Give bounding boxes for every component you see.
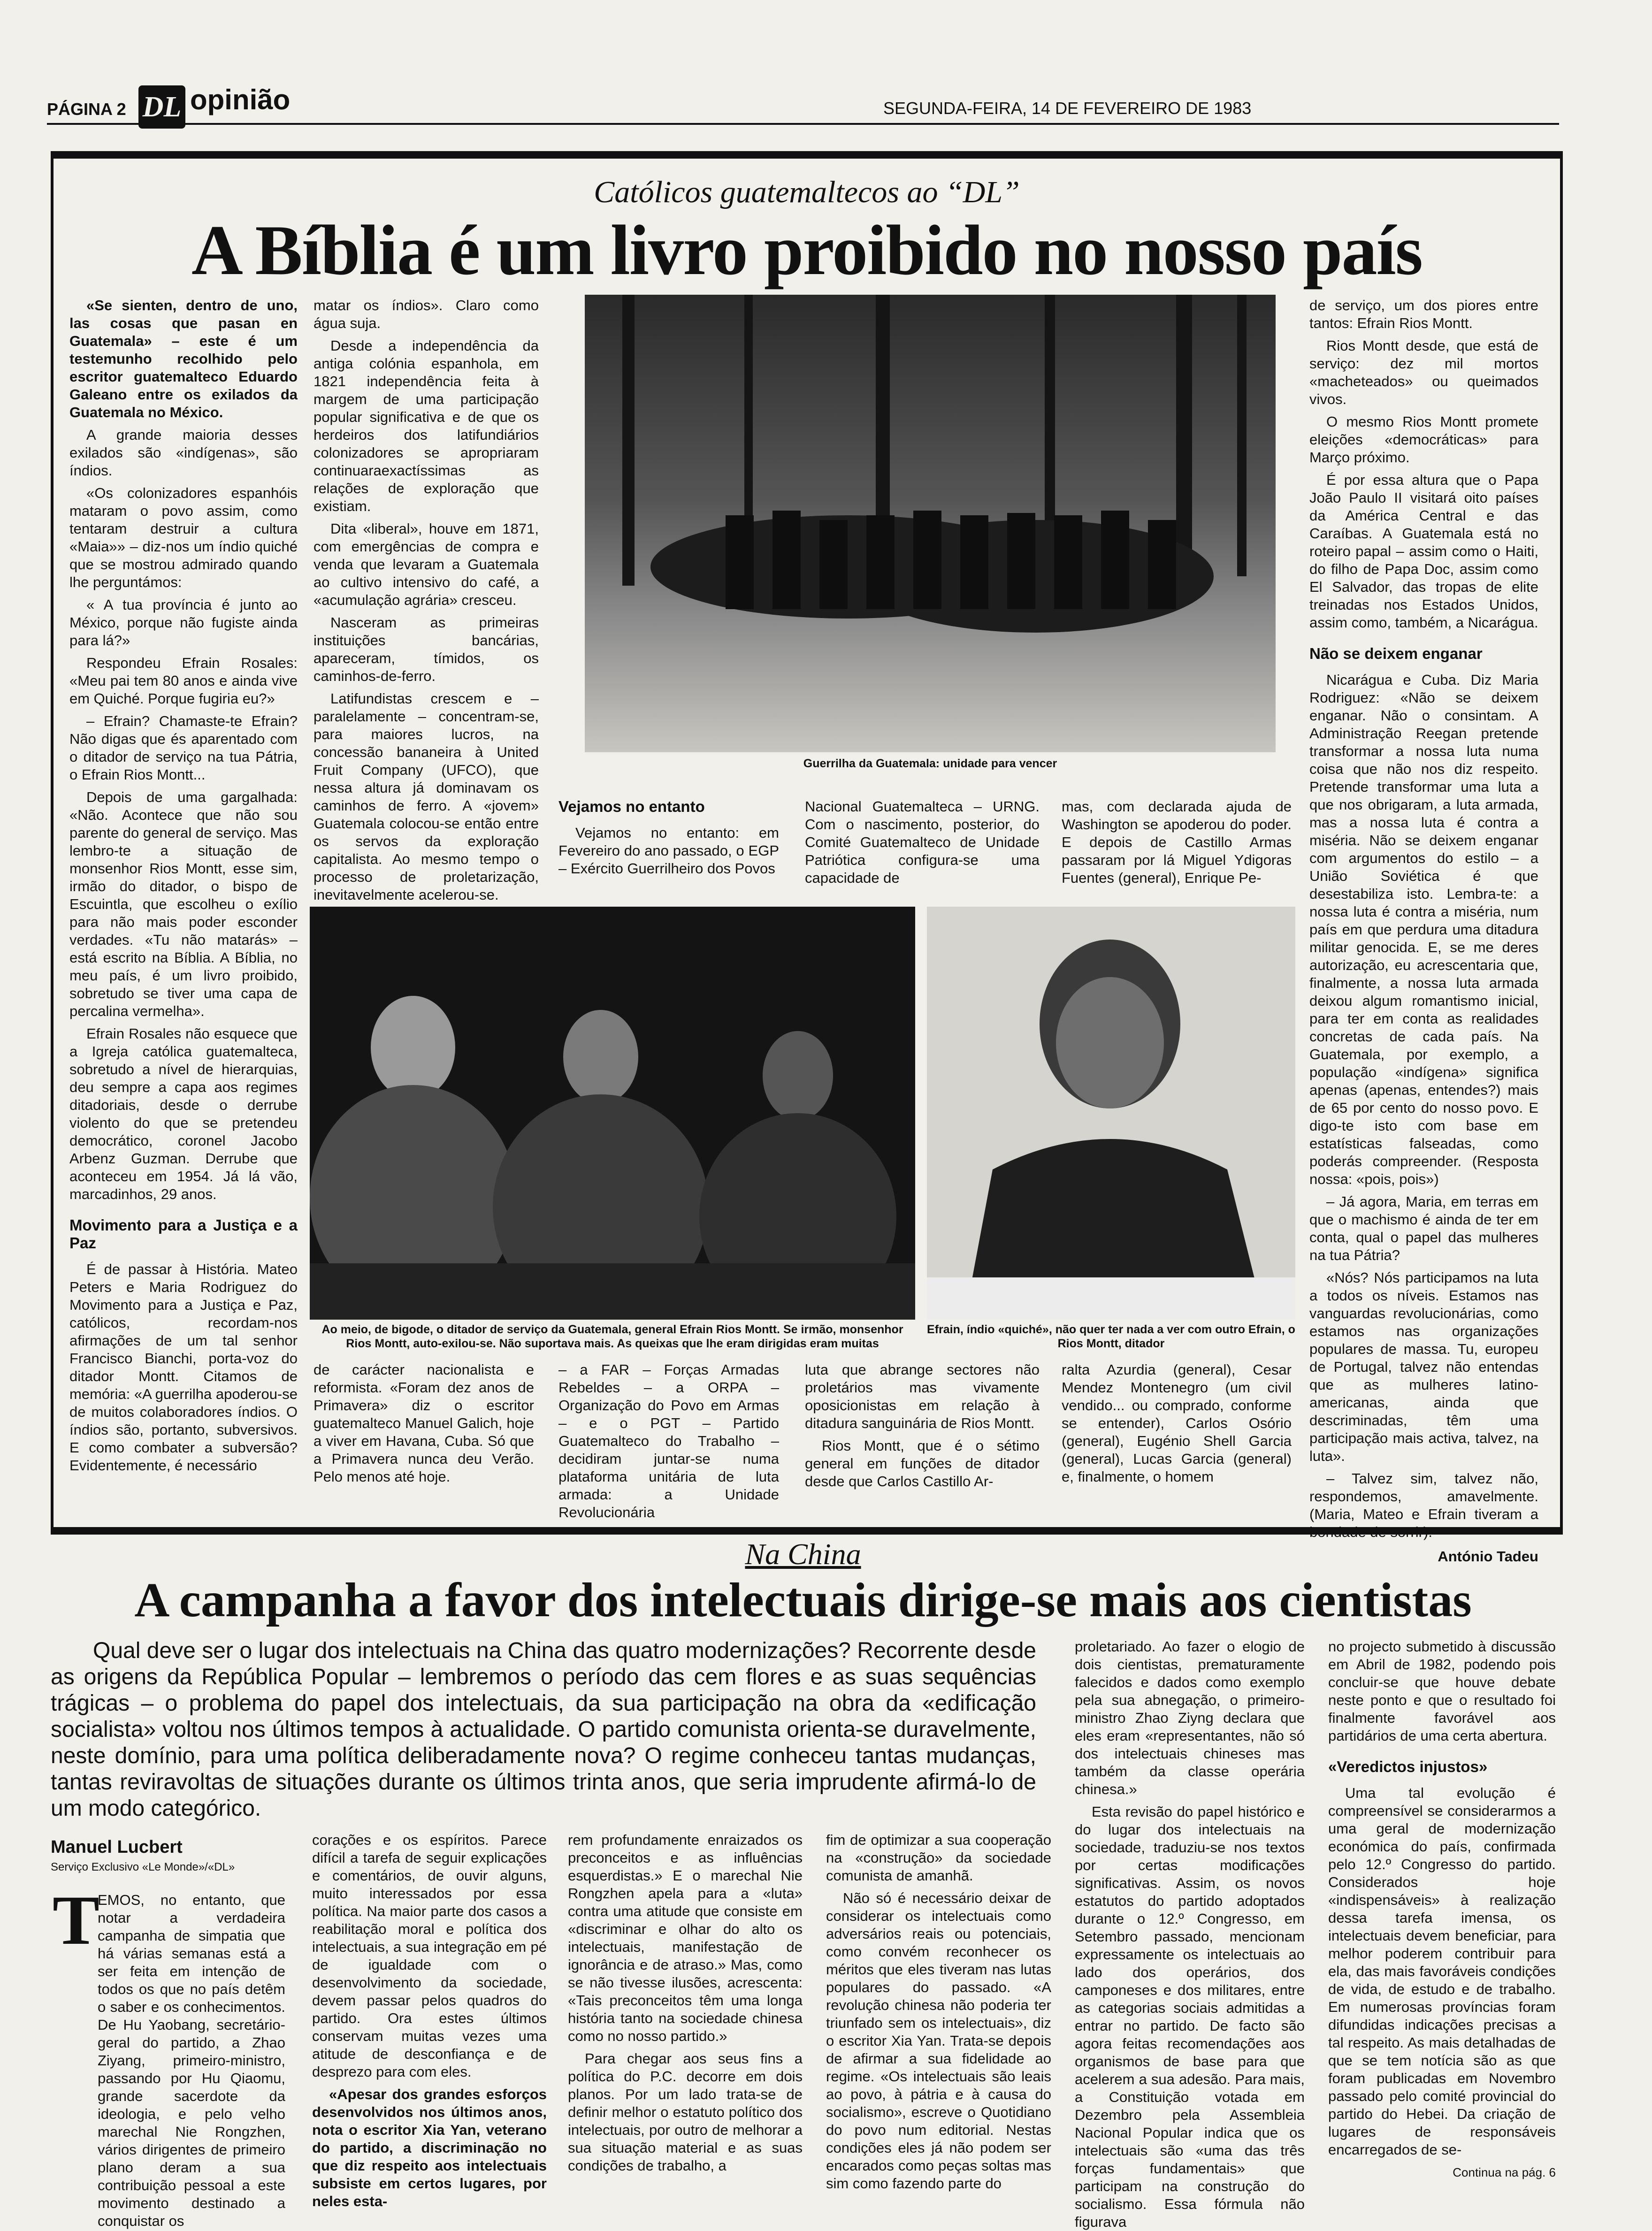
subhead-veredictos: «Veredictos injustos» (1328, 1758, 1488, 1775)
article2-intro: Qual deve ser o lugar dos intelectuais na China das quatro modernizações? Recorrente desde as origens da República Popular – lembremos o período das cem flores e as suas sequências trágicas – o problema do papel dos intelectuais, da sua participação na obra da «edificação socialista» voltou nos últimos tempos à actualidade. O partido comunista orienta-se duravelmente, neste domínio, para uma política deliberadamente nova? O regime conheceu tantas mudanças, tantas reviravoltas de situações durante os últimos trinta anos, que seria imprudente afirmá-lo de um modo categórico. (51, 1638, 1036, 1821)
article1-col1: «Se sienten, dentro de uno, las cosas que pasan en Guatemala» – este é um testemunho recolhido pelo escritor guatemalteco Eduardo Galeano entre os exilados da Guatemala no México. A grande maioria desses exilados são «indígenas», são índios. «Os colonizadores espanhóis mataram o povo assim, como tentaram destruir a cultura «Maia»» – diz-nos um índio quiché que se mostrou admirado quando lhe perguntámos: « A tua província é junto ao México, porque não fugiste ainda para lá?» Respondeu Efrain Rosales: «Meu pai tem 80 anos e ainda vive em Quiché. Porque fugiria eu?» – Efrain? Chamaste-te Efrain? Não digas que és aparentado com o ditador de serviço na tua Pátria, o Efrain Rios Montt... Depois de uma gargalhada: «Não. Acontece que não sou parente do general de serviço. Mas lembro-te a situação de monsenhor Rios Montt, esse sim, irmão do ditador, o bispo de Escuintla, que escolheu o exílio para não mais poder esconder verdades. «Tu não matarás» – está escrito na Bíblia. A Bíblia, no meu país, é um livro proibido, sobretudo se tiver uma capa de percalina vermelha». Efrain Rosales não esquece que a Igreja católica guatemalteca, sobretudo a nível de hierarquias, deu sempre a capa aos regimes ditadoriais, desde o derrube violento do que se pretendeu democrático, coronel Jacobo Arbenz Guzman. Derrube que aconteceu em 1954. Já lá vão, marcadinhos, 29 anos. Movimento para a Justiça e a Paz É de passar à História. Mateo Peters e Maria Rodriguez do Movimento para a Justiça e Paz, católicos, recordam-nos afirmações de um tal senhor Francisco Bianchi, porta-voz do ditador Montt. Citamos de memória: «A guerrilha apoderou-se de muitos colaboradores índios. O índios são, portanto, subversivos. E como combater a subversão? Evidentemente, é necessário (69, 297, 298, 1474)
subhead-nao-enganar: Não se deixem enganar (1309, 645, 1483, 662)
article2-col2: corações e os espíritos. Parece difícil a tarefa de seguir explicações e comentários, de ouvir alguns, muito interessados por essa política. Na maior parte dos casos a reabilitação moral e política dos intelectuais, a sua integração em pé de igualdade com o desenvolvimento da sociedade, devem passar pelos quadros do partido. Ora estes últimos conservam muitas vezes uma atitude de desconfiança e de desprezo para com eles. «Apesar dos grandes esforços desenvolvidos nos últimos anos, nota o escritor Xia Yan, veterano do partido, a discriminação no que diz respeito aos intelectuais subsiste em certos lugares, por neles esta- (312, 1832, 547, 2209)
guerrilla-photo (585, 295, 1276, 752)
article1-bottom-col3: luta que abrange sectores não proletários mas vivamente oposicionistas em relação à ditadura sanguinária de Rios Montt. Rios Montt, que é o sétimo general em funções de ditador desde que Carlos Castillo Ar- (805, 1361, 1040, 1490)
header-rule (47, 123, 1559, 125)
article1-bottom-col1: de carácter nacionalista e reformista. «Foram dez anos de Primavera» diz o escritor guatemalteco Manuel Galich, hoje a viver em Havana, Cuba. Só que a Primavera nunca deu Verão. Pelo menos até hoje. (314, 1361, 534, 1485)
article1-byline: António Tadeu (1438, 1548, 1538, 1565)
article2-col6: no projecto submetido à discussão em Abril de 1982, podendo pois concluir-se que houve debate neste ponto e que o resultado foi finalmente favorável aos partidários de uma certa abertura. «Veredictos injustos» Uma tal evolução é compreensível se considerarmos a uma geral de modernização económica do país, confirmada pelo 12.º Congresso do partido. Considerados hoje «indispensáveis» à realização dessa tarefa imensa, os intelectuais devem beneficiar, para melhor poderem contribuir para ela, das mais favoráveis condições de vida, de estudo e de trabalho. Em numerosas províncias foram difundidas indicações precisas a tal respeito. As mais detalhadas de que se tem notícia são as que foram publicadas em Novembro passado pelo comité provincial do partido do Hebei. Da criação de lugares de responsáveis encarregados de se- Continua na pág. 6 (1328, 1638, 1556, 2196)
guerrilla-photo-caption: Guerrilha da Guatemala: unidade para vencer (803, 757, 1057, 770)
article2-col3: rem profundamente enraizados os preconceitos e as influências esquerdistas.» E o marechal Nie Rongzhen apela para a «luta» contra uma atitude que consiste em «discriminar e olhar do alto os intelectuais, manifestação de ignorância e de atraso.» Mas, como se não tivesse ilusões, acrescenta: «Tais preconceitos têm uma longa história tanto na sociedade chinesa como no nosso partido.» Para chegar aos seus fins a política do P.C. decorre em dois planos. Por um lado trata-se de definir melhor o estatuto político dos intelectuais, por outro de melhorar a sua situação material e as suas condições de trabalho, a (568, 1832, 803, 2174)
article1-kicker: Católicos guatemaltecos ao “DL” (594, 175, 1020, 209)
article2-headline: A campanha a favor dos intelectuais dirige-se mais aos cientistas (134, 1573, 1472, 1627)
dictator-photo-caption: Ao meio, de bigode, o ditador de serviço da Guatemala, general Efrain Rios Montt. Se irmão, monsenhor Rios Montt, auto-exilou-se. Não suportava mais. As queixas que lhe eram dirigidas eram muitas (321, 1323, 903, 1350)
article2-col5: proletariado. Ao fazer o elogio de dois cientistas, prematuramente falecidos e dados como exemplo pela sua abnegação, o primeiro-ministro Zhao Ziyng declara que eles eram «representantes, não só dos intelectuais chineses mas também da classe operária chinesa.» Esta revisão do papel histórico e do lugar dos intelectuais na sociedade, traduziu-se nos textos por certas modificações significativas. Assim, os novos estatutos do partido adoptados durante o 12.º Congresso, em Setembro passado, mencionam expressamente os intelectuais ao lado dos operários, dos camponeses e dos militares, entre as categorias sociais admitidas a entrar no partido. De facto são agora feitas recomendações aos organismos de base para que acelerem a sua adesão. Para mais, a Constituição votada em Dezembro pela Assembleia Nacional Popular indica que os intelectuais são «uma das três forças fundamentais» que participam na construção do socialismo. Essa fórmula não figurava (1075, 1638, 1305, 2230)
issue-date: SEGUNDA-FEIRA, 14 DE FEVEREIRO DE 1983 (883, 99, 1252, 118)
continues-note: Continua na pág. 6 (1453, 2165, 1556, 2179)
article1-bottom-col2: – a FAR – Forças Armadas Rebeldes – a ORPA – Organização do Povo em Armas – e o PGT – Partido Guatemalteco do Trabalho – decidiram juntar-se numa plataforma unitária de luta armada: a Unidade Revolucionária (558, 1361, 779, 1520)
article1-headline: A Bíblia é um livro proibido no nosso país (191, 211, 1422, 290)
article2-col1: EMOS, no entanto, que notar a verdadeira campanha de simpatia que há várias semanas está a ser feita em intenção de todos os que no país detêm o saber e os conhecimentos. De Hu Yaobang, secretário-geral do partido, a Zhao Ziyang, primeiro-ministro, passando por Hu Qiaomu, grande sacerdote da ideologia, e pelo velho marechal Nie Rongzhen, vários dirigentes de primeiro plano deram a sua contribuição pessoal a este movimento destinado a conquistar os (98, 1892, 285, 2229)
article2-service: Serviço Exclusivo «Le Monde»/«DL» (51, 1861, 235, 1873)
drop-cap: T (53, 1881, 100, 1959)
efrain-photo (927, 907, 1295, 1320)
section-title: opinião (190, 84, 291, 115)
article1-bottom-col4: ralta Azurdia (general), Cesar Mendez Montenegro (um civil vendido... ou comprado, conforme se entender), Carlos Osório (general), Eugénio Shell Garcia (general), Lucas Garcia (general) e, finalmente, o homem (1062, 1361, 1292, 1485)
dictator-photo (310, 907, 915, 1320)
article1-col2: matar os índios». Claro como água suja. Desde a independência da antiga colónia espanhola, em 1821 independência feita à margem de uma participação popular significativa e de que os herdeiros dos latifundiários colonizadores se apropriaram continuaraexactíssimas as relações de exploração que existiam. Dita «liberal», houve em 1871, com emergências de compra e venda que levaram a Guatemala ao cultivo intensivo do café, a «acumulação agrária» cresceu. Nasceram as primeiras instituições bancárias, apareceram, tímidos, os caminhos-de-ferro. Latifundistas crescem e – paralelamente – concentram-se, para maiores lucros, na concessão bananeira à United Fruit Company (UFCO), que nessa altura já dominavam os caminhos de ferro. A «jovem» Guatemala colocou-se então entre os servos da exploração capitalista. Ao mesmo tempo o processo de proletarização, inevitavelmente acelerou-se. (314, 297, 539, 903)
article1-col6: de serviço, um dos piores entre tantos: Efrain Rios Montt. Rios Montt desde, que está de serviço: dez mil mortos «macheteados» ou queimados vivos. O mesmo Rios Montt promete eleições «democráticas» para Março próximo. É por essa altura que o Papa João Paulo II visitará oito países da América Central e das Caraíbas. A Guatemala está no roteiro papal – assim como o Haiti, do filho de Papa Doc, assim como El Salvador, das tropas de elite treinadas nos Estados Unidos, assim como, também, a Nicarágua. Não se deixem enganar Nicarágua e Cuba. Diz Maria Rodriguez: «Não se deixem enganar. Não o consintam. A Administração Reegan pretende transformar a nossa luta numa coisa que não nos diz respeito. Pretende transformar uma luta a que nos obrigaram, a luta armada, mas a nossa luta é contra a miséria. Não se deixem enganar com argumentos do estilo – a União Soviética é que desestabiliza isto. Lembra-te: a nossa luta é contra a miséria, num país em que perdura uma ditadura militar genocida. E, se me deres autorização, eu acrescentaria que, finalmente, a nossa luta armada deixou algum romantismo inicial, para ter em conta as realidades concretas de cada país. Na Guatemala, por exemplo, a população «indígena» significa apenas (apenas, entendes?) mais de 65 por cento do nosso povo. E digo-te isto com base em estatísticas falseadas, como poderás compreender. (Resposta nossa: «pois, pois») – Já agora, Maria, em terras em que o machismo é ainda de ter em conta, qual o papel das mulheres na tua Pátria? «Nós? Nós participamos na luta a todos os níveis. Estamos nas vanguardas revolucionárias, como estamos nas organizações populares de massa. Tu, europeu de Portugal, talvez não entendas que as mulheres latino-americanas, ainda que descriminadas, têm uma participação mais activa, talvez, na luta». – Talvez sim, talvez não, respondemos, amavelmente. (Maria, Mateo e Efrain tiveram a bondade de sorrir). António Tadeu (1309, 297, 1538, 1565)
subhead-vejamos: Vejamos no entanto (558, 798, 705, 815)
article2-col4: fim de optimizar a sua cooperação na «construção» da sociedade comunista de amanhã. Não só é necessário deixar de considerar os intelectuais como adversários reais ou potenciais, como convém reconhecer os méritos que eles tiveram nas lutas populares do passado. «A revolução chinesa não poderia ter triunfado sem os intelectuais», diz o escritor Xia Yan. Trata-se depois de afirmar a sua fidelidade ao regime. «Os intelectuais são leais ao povo, à pátria e à causa do socialismo», escreve o Quotidiano do povo num editorial. Nestas condições eles já não podem ser encarados como peças soltas mas sim como fazendo parte do (826, 1832, 1051, 2192)
subhead-movimento: Movimento para a Justiça e a Paz (69, 1216, 298, 1252)
article1-col3: Vejamos no entanto Vejamos no entanto: em Fevereiro do ano passado, o EGP – Exército Guerrilheiro dos Povos (558, 798, 779, 877)
page-number: PÁGINA 2 (47, 99, 126, 119)
article1-col4: Nacional Guatemalteca – URNG. Com o nascimento, posterior, do Comité Guatemalteco de Unidade Patriótica configura-se uma capacidade de (805, 798, 1040, 886)
article2-kicker: Na China (745, 1537, 861, 1571)
efrain-photo-caption: Efrain, índio «quiché», não quer ter nada a ver com outro Efrain, o Rios Montt, ditador (927, 1323, 1295, 1350)
dl-logo: DL (138, 85, 185, 129)
article1-col5: mas, com declarada ajuda de Washington se apoderou do poder. E depois de Castillo Armas passaram por lá Miguel Ydigoras Fuentes (general), Enrique Pe- (1062, 798, 1292, 886)
article2-author: Manuel Lucbert (51, 1837, 183, 1857)
